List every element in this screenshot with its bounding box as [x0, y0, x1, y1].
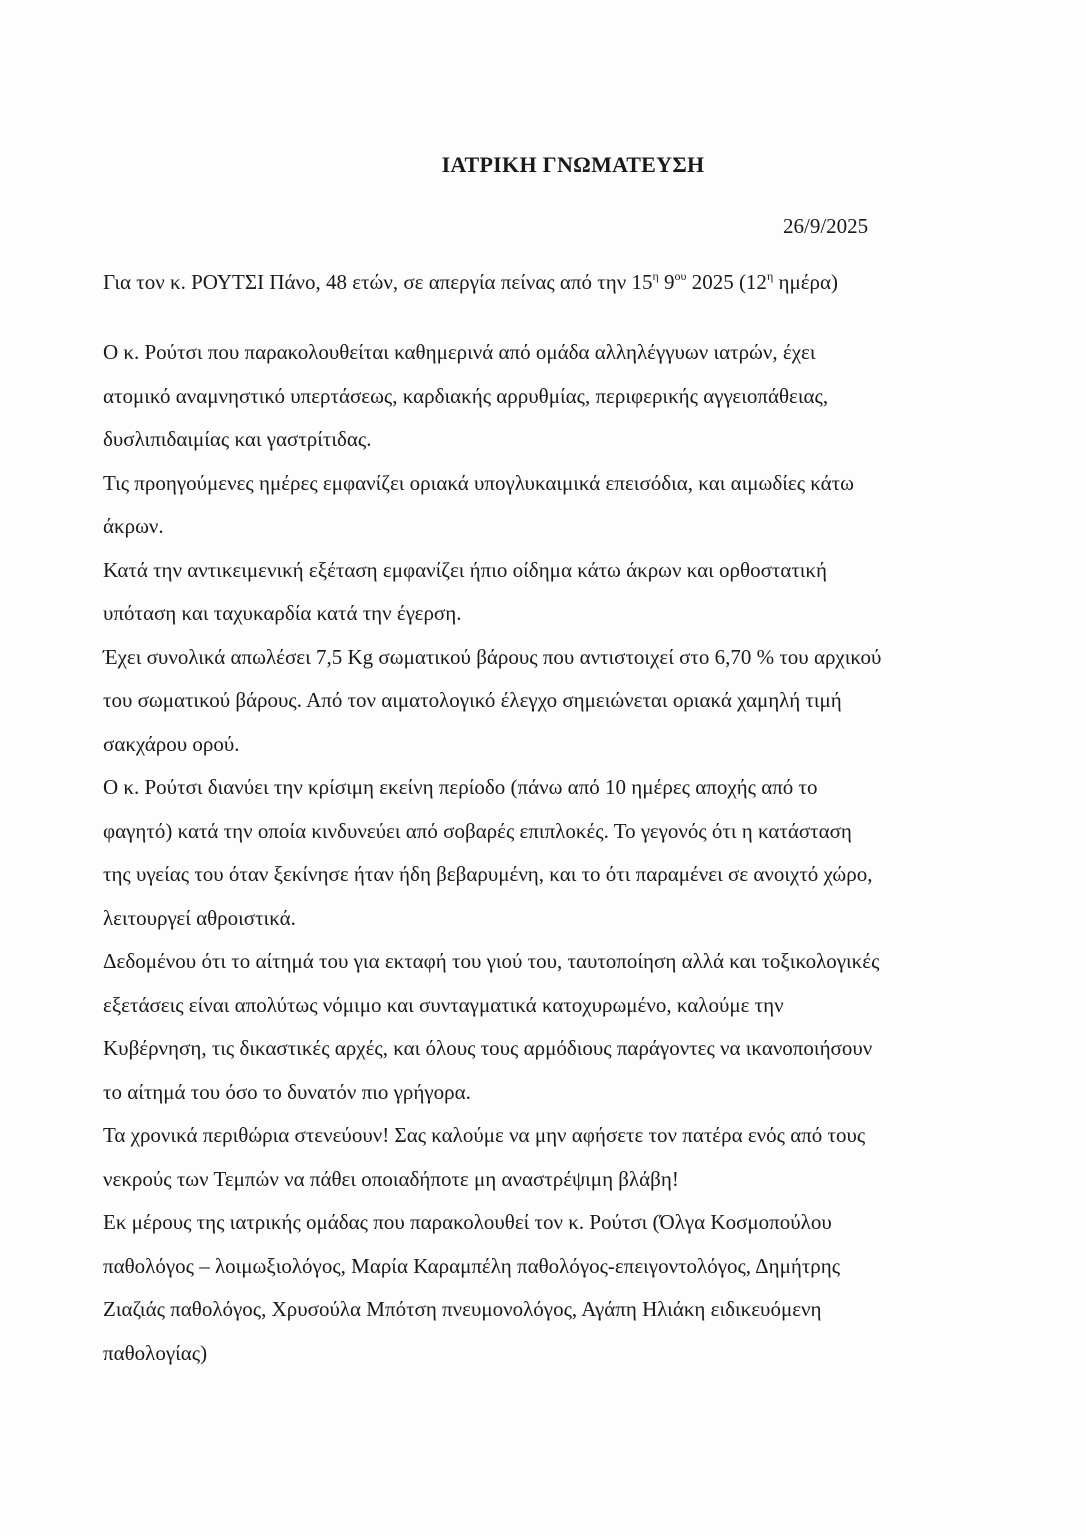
paragraph-line: υπόταση και ταχυκαρδία κατά την έγερση. [103, 601, 462, 625]
paragraph-line: της υγείας του όταν ξεκίνησε ήταν ήδη βεβαρυμένη, και το ότι παραμένει σε ανοιχτό χώρο, [103, 862, 873, 886]
body-paragraph [103, 1114, 1053, 1201]
body-paragraph [103, 636, 1053, 767]
subject-text: 2025 (12 [686, 270, 767, 294]
paragraph-line: παθολόγος – λοιμωξιολόγος, Μαρία Καραμπέλη παθολόγος-επειγοντολόγος, Δημήτρης [103, 1253, 841, 1278]
body-paragraph [103, 766, 1053, 940]
paragraph-line: Τα χρονικά περιθώρια στενεύουν! Σας καλούμε να μην αφήσετε τον πατέρα ενός από τους [103, 1123, 866, 1147]
paragraph-line: Ο κ. Ρούτσι που παρακολουθείται καθημερινά από ομάδα αλληλέγγυων ιατρών, έχει [103, 340, 816, 364]
body-paragraph [103, 940, 1053, 1114]
paragraph-line: Εκ μέρους της ιατρικής ομάδας που παρακολουθεί τον κ. Ρούτσι (Όλγα Κοσμοπούλου [103, 1210, 832, 1234]
paragraph-line: άκρων. [103, 514, 164, 538]
paragraph-line: Έχει συνολικά απωλέσει 7,5 Kg σωματικού βάρους που αντιστοιχεί στο 6,70 % του αρχικού [103, 644, 882, 669]
paragraph-line: σακχάρου ορού. [103, 731, 240, 756]
paragraph-line: παθολογίας) [103, 1340, 208, 1365]
subject-superscript: η [652, 269, 659, 283]
paragraph-line: του σωματικού βάρους. Από τον αιματολογικό έλεγχο σημειώνεται οριακά χαμηλή τιμή [103, 688, 842, 712]
subject-text: 9 [658, 270, 675, 294]
document-date: 26/9/2025 [783, 214, 869, 238]
paragraph-line: φαγητό) κατά την οποία κινδυνεύει από σοβαρές επιπλοκές. Το γεγονός ότι η κατάσταση [103, 818, 852, 843]
document-title: ΙΑΤΡΙΚΗ ΓΝΩΜΑΤΕΥΣΗ [441, 152, 705, 177]
paragraph-line: νεκρούς των Τεμπών να πάθει οποιαδήποτε μη αναστρέψιμη βλάβη! [103, 1166, 679, 1191]
paragraph-line: το αίτημά του όσο το δυνατόν πιο γρήγορα. [103, 1079, 471, 1104]
document-body [103, 331, 1053, 1375]
paragraph-line: Δεδομένου ότι το αίτημά του για εκταφή του γιού του, ταυτοποίηση αλλά και τοξικολογικές [103, 949, 880, 973]
paragraph-line: Ο κ. Ρούτσι διανύει την κρίσιμη εκείνη περίοδο (πάνω από 10 ημέρες αποχής από το [103, 775, 818, 799]
paragraph-line: εξετάσεις είναι απολύτως νόμιμο και συνταγματικά κατοχυρωμένο, καλούμε την [103, 992, 784, 1017]
paragraph-line: Ζιαζιάς παθολόγος, Χρυσούλα Μπότση πνευμονολόγος, Αγάπη Ηλιάκη ειδικευόμενη [103, 1297, 822, 1321]
subject-text: Για τον κ. ΡΟΥΤΣΙ Πάνο, 48 ετών, σε απεργία πείνας από την 15 [103, 270, 653, 294]
paragraph-line: Κατά την αντικειμενική εξέταση εμφανίζει ήπιο οίδημα κάτω άκρων και ορθοστατική [103, 557, 827, 582]
paragraph-line: δυσλιπιδαιμίας και γαστρίτιδας. [103, 427, 372, 451]
subject-text: ημέρα) [773, 270, 839, 294]
subject-line [103, 270, 838, 295]
body-paragraph [103, 331, 1053, 462]
paragraph-line: λειτουργεί αθροιστικά. [103, 905, 296, 930]
subject-superscript: ου [674, 269, 687, 283]
paragraph-line: Τις προηγούμενες ημέρες εμφανίζει οριακά υπογλυκαιμικά επεισόδια, και αιμωδίες κάτω [103, 470, 854, 495]
subject-superscript: η [766, 269, 774, 283]
paragraph-line: Κυβέρνηση, τις δικαστικές αρχές, και όλους τους αρμόδιους παράγοντες να ικανοποιήσουν [103, 1036, 873, 1060]
body-paragraph [103, 1201, 1053, 1375]
body-paragraph [103, 549, 1053, 636]
paragraph-line: ατομικό αναμνηστικό υπερτάσεως, καρδιακής αρρυθμίας, περιφερικής αγγειοπάθειας, [103, 383, 829, 408]
body-paragraph [103, 462, 1053, 549]
